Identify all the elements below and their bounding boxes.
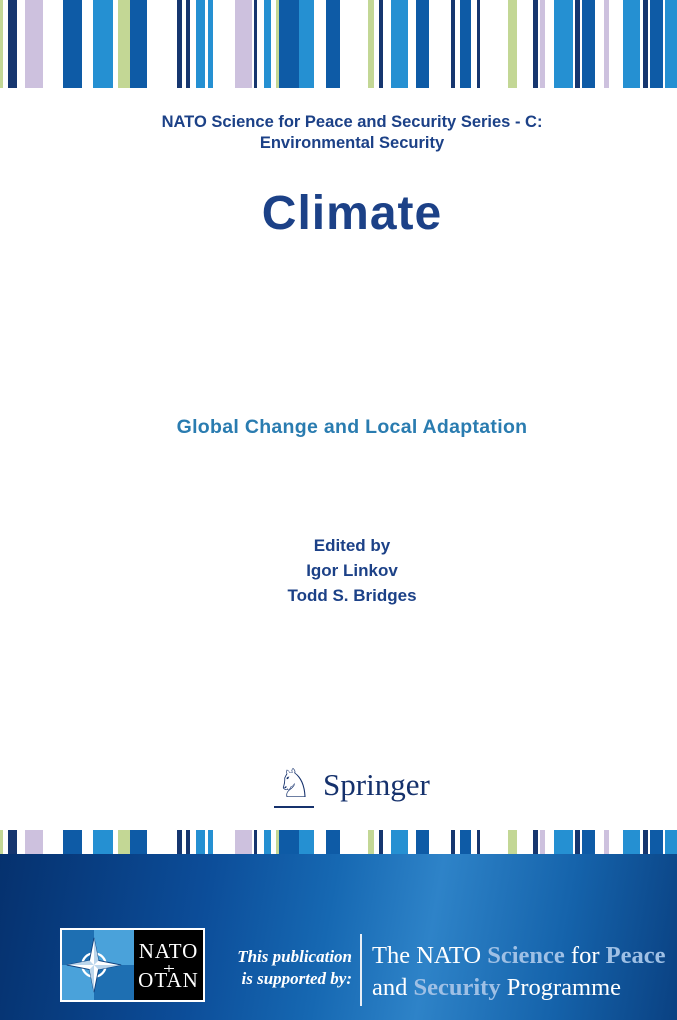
stripe-bar — [460, 830, 471, 854]
stripe-bar — [208, 0, 213, 88]
publisher-name: Springer — [323, 767, 430, 802]
programme-title-line — [372, 972, 665, 1004]
stripe-bar — [623, 0, 640, 88]
series-title-line-1: NATO Science for Peace and Security Series - C: — [161, 113, 543, 131]
stripe-bar — [582, 0, 595, 88]
stripe-bar — [575, 0, 580, 88]
stripe-bar — [235, 830, 252, 854]
stripe-bar — [93, 0, 113, 88]
stripe-bar — [177, 0, 182, 88]
stripe-bar — [177, 830, 182, 854]
stripe-bar — [477, 0, 480, 88]
stripe-bar — [391, 0, 408, 88]
nato-compass-rose-icon — [65, 936, 123, 994]
stripe-bar — [264, 0, 271, 88]
stripe-bar — [208, 830, 213, 854]
footer-divider-line — [360, 934, 362, 1006]
stripe-bar — [196, 0, 205, 88]
programme-word: and — [372, 974, 414, 1001]
stripe-bar — [391, 830, 408, 854]
springer-knight-icon: ♘ — [276, 761, 313, 807]
programme-word: Programme — [500, 974, 622, 1001]
stripe-bar — [477, 830, 480, 854]
stripe-bar — [582, 830, 595, 854]
programme-title-line — [372, 940, 665, 972]
stripe-bar — [665, 830, 677, 854]
programme-word: The NATO — [372, 942, 488, 969]
stripe-bar — [326, 0, 340, 88]
stripe-bar — [25, 830, 43, 854]
stripe-bar — [451, 830, 455, 854]
editor-name: Todd S. Bridges — [287, 586, 417, 605]
stripe-bar — [554, 0, 573, 88]
programme-word: for — [564, 942, 606, 969]
stripe-bar — [130, 830, 147, 854]
stripe-bar — [235, 0, 252, 88]
nato-logo-text-nato: NATO — [138, 938, 199, 963]
stripe-bar — [379, 0, 383, 88]
stripe-bar — [554, 830, 573, 854]
stripe-bar — [650, 0, 663, 88]
stripe-bar — [533, 830, 538, 854]
decorative-stripe-band-bottom — [0, 830, 677, 854]
stripe-bar — [540, 830, 545, 854]
decorative-stripe-band-top — [0, 0, 677, 88]
stripe-bar — [8, 0, 17, 88]
editors-block — [27, 533, 677, 608]
stripe-bar — [451, 0, 455, 88]
stripe-bar — [186, 830, 190, 854]
stripe-bar — [508, 0, 517, 88]
stripe-bar — [650, 830, 663, 854]
stripe-bar — [118, 0, 130, 88]
stripe-bar — [196, 830, 205, 854]
stripe-bar — [8, 830, 17, 854]
editor-name: Igor Linkov — [306, 561, 398, 580]
footer-band — [0, 854, 677, 1020]
stripe-bar — [118, 830, 130, 854]
stripe-bar — [643, 0, 648, 88]
stripe-bar — [130, 0, 147, 88]
stripe-bar — [540, 0, 545, 88]
stripe-bar — [326, 830, 340, 854]
stripe-bar — [0, 830, 3, 854]
stripe-bar — [279, 0, 299, 88]
stripe-bar — [575, 830, 580, 854]
stripe-bar — [254, 0, 257, 88]
stripe-bar — [604, 0, 609, 88]
stripe-bar — [604, 830, 609, 854]
stripe-bar — [508, 830, 517, 854]
nato-logo — [60, 928, 205, 1002]
publisher-logo — [27, 762, 677, 808]
stripe-bar — [416, 830, 429, 854]
stripe-bar — [379, 830, 383, 854]
stripe-bar — [623, 830, 640, 854]
book-title: Climate — [261, 187, 443, 240]
stripe-bar — [0, 0, 3, 88]
programme-keyword: Security — [413, 974, 501, 1001]
stripe-bar — [254, 830, 257, 854]
stripe-bar — [299, 830, 314, 854]
programme-keyword: Science — [487, 942, 565, 969]
series-title-line-2: Environmental Security — [259, 134, 445, 152]
edited-by-label: Edited by — [313, 536, 391, 555]
stripe-bar — [368, 0, 374, 88]
stripe-bar — [186, 0, 190, 88]
nato-logo-wordmark — [134, 930, 203, 1000]
support-text-line-2: is supported by: — [241, 969, 352, 988]
book-subtitle: Global Change and Local Adaptation — [176, 416, 528, 438]
stripe-bar — [93, 830, 113, 854]
stripe-bar — [460, 0, 471, 88]
stripe-bar — [299, 0, 314, 88]
support-text — [200, 946, 352, 990]
stripe-bar — [63, 830, 82, 854]
series-title — [27, 112, 677, 154]
stripe-bar — [279, 830, 299, 854]
stripe-bar — [665, 0, 677, 88]
stripe-bar — [368, 830, 374, 854]
nato-logo-text-otan: OTAN — [138, 967, 199, 992]
nato-logo-flag — [62, 930, 134, 1000]
stripe-bar — [25, 0, 43, 88]
support-text-line-1: This publication — [237, 947, 352, 966]
stripe-bar — [264, 830, 271, 854]
programme-title — [372, 940, 665, 1004]
stripe-bar — [533, 0, 538, 88]
stripe-bar — [643, 830, 648, 854]
stripe-bar — [63, 0, 82, 88]
stripe-bar — [416, 0, 429, 88]
programme-keyword: Peace — [605, 942, 666, 969]
